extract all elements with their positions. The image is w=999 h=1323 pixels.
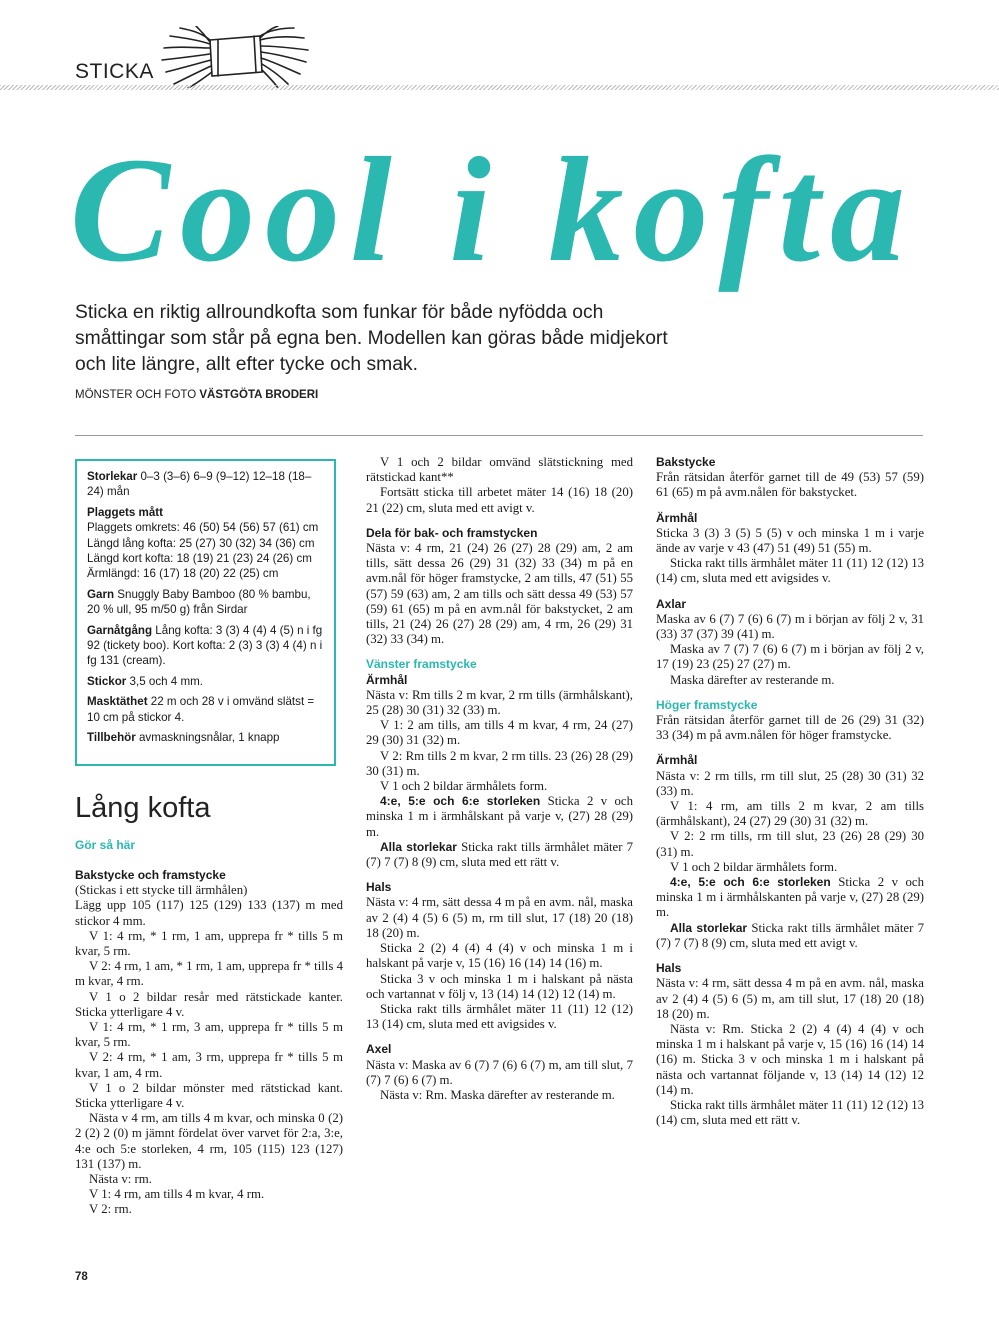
page-number: 78 [75,1271,88,1283]
col3-heading: Hals [656,961,682,976]
col2-line: Nästa v: Rm. Maska därefter av resterande m. [380,1087,615,1102]
col3-line: V 2: 2 rm tills, rm till slut, 23 (26) 28 (29) 30 (31) m. [656,829,924,859]
info-garn [87,587,324,618]
info-masktathet-label: Masktäthet [87,695,148,709]
section-label: STICKA [75,60,154,83]
col2-line [366,794,633,840]
section-heading: Lång kofta [75,792,211,824]
info-masktathet [87,694,324,725]
col2-line: V 1 och 2 bildar omvänd slätstickning med rätstickad kant** [366,455,633,485]
col2-text: Sticka 2 v och minska 1 m i ärmhålskant på varje v, (27) 28 (29) m. [366,794,634,839]
col1-line: V 1 o 2 bildar resår med rätstickade kanter. Sticka ytterligare 4 v. [75,989,343,1019]
credit-name: VÄSTGÖTA BRODERI [199,389,319,401]
col3-heading: Höger framstycke [656,697,758,712]
col2-line: V 1 och 2 bildar ärmhålets form. [380,779,548,794]
col2-heading: Ärmhål [366,672,408,687]
col1-line: V 2: rm. [89,1202,132,1217]
info-matt-line: Ärmlängd: 16 (17) 18 (20) 22 (25) cm [87,567,279,581]
col3-line: Maska av 6 (7) 7 (6) 6 (7) m i början av följ 2 v, 31 (33) 37 (37) 39 (41) m. [656,611,924,642]
col1-line: (Stickas i ett stycke till ärmhålen) [75,883,248,898]
col1-line: Lägg upp 105 (117) 125 (129) 133 (137) m med stickor 4 mm. [75,898,343,928]
info-matt-label: Plaggets mått [87,505,164,519]
col3-heading: Axlar [656,596,687,611]
info-stickor [87,674,324,689]
col3-line: Nästa v: 2 rm tills, rm till slut, 25 (28) 30 (31) 32 (33) m. [656,768,924,798]
info-storlekar [87,469,324,500]
col2-line: Sticka rakt tills ärmhålet mäter 11 (11) 12 (12) 13 (14) cm, sluta med ett avigsides v. [366,1001,633,1032]
intro-text: Sticka en riktig allroundkofta som funkar för både nyfödda och småttingar som står på egna ben. Modellen kan göras både midjekort och lite längre, allt efter tycke och smak. [75,302,668,375]
content-divider [75,435,923,436]
col3-line: Maska av 7 (7) 7 (6) 6 (7) m i början av följ 2 v, 17 (19) 23 (25) 27 (27) m. [656,642,924,672]
col2-line: V 1: 2 am tills, am tills 4 m kvar, 4 rm, 24 (27) 29 (30) 31 (32) m. [366,718,633,748]
col3-line: Nästa v: Rm. Sticka 2 (2) 4 (4) 4 (4) v och minska 1 m i halskant på varje v, 15 (16) 16 (14) 14 (16) m. Sticka 3 v och minska 1 m i halskant på nästa och vartannat följande v, 13 (14) 14 (12) 12 (14) m. [656,1021,924,1097]
info-tillbehor-value: avmaskningsnålar, 1 knapp [138,731,280,745]
col2-label: 4:e, 5:e och 6:e storleken [380,794,541,809]
col1-line: V 1: 4 rm, am tills 4 m kvar, 4 rm. [89,1187,265,1202]
col1-line: Nästa v 4 rm, am tills 4 m kvar, och minska 0 (2) 2 (2) 2 (0) m jämnt fördelat över varvet för 2:a, 3:e, 4:e och 5:e storleken, 4 rm, 105 (115) 123 (127) 131 (137) m. [75,1111,343,1171]
col2-heading: Hals [366,880,392,895]
col2-line: Fortsätt sticka till arbetet mäter 14 (16) 18 (20) 21 (22) cm, sluta med ett avigt v. [366,485,633,515]
col3-line: V 1: 4 rm, am tills 2 m kvar, 2 am tills (ärmhålskant), 24 (27) 29 (30) 31 (32) m. [656,799,924,829]
col3-line: V 1 och 2 bildar ärmhålets form. [670,859,838,874]
column-2 [366,455,633,1103]
col1-line: V 2: 4 rm, * 1 am, 3 rm, upprepa fr * tills 5 m kvar, 1 am, 4 rm. [75,1050,343,1080]
col3-line: Maska därefter av resterande m. [670,672,835,687]
info-tillbehor [87,730,324,745]
info-storlekar-label: Storlekar [87,470,138,483]
info-masktathet-value: 22 m och 28 v i omvänd slätst = 10 cm på stickor 4. [87,695,315,724]
col2-line: Nästa v: 4 rm, 21 (24) 26 (27) 28 (29) am, 2 am tills, sätt dessa 26 (29) 31 (32) 33 (34) m på en avm.nål för höger framstycke, 2 am tills, 47 (51) 55 (57) 59 (63) am, 2 am tills och sätt dessa 49 (53) 57 (59) 61 (65) m på en avm.nål för bakstycket, 2 am tills, 21 (24) 26 (27) 28 (29) am, 4 rm, 26 (29) 31 (32) 33 (34) m. [366,541,633,647]
col3-line: Från rätsidan återför garnet till de 49 (53) 57 (59) 61 (65) m på avm.nålen för bakstycket. [656,470,924,500]
info-garnatgang-label: Garnåtgång [87,623,153,637]
info-matt [87,505,324,582]
info-matt-line: Längd lång kofta: 25 (27) 30 (32) 34 (36) cm [87,536,315,550]
column-3 [656,455,924,1128]
col2-line: Nästa v: 4 rm, sätt dessa 4 m på en avm. nål, maska av 2 (4) 4 (5) 6 (5) m, rm till slut, 17 (18) 20 (18) 18 (20) m. [366,895,633,940]
col3-line: Från rätsidan återför garnet till de 26 (29) 31 (32) 33 (34) m på avm.nålen för höger framstycke. [656,713,924,743]
col3-label: Alla storlekar [670,920,748,935]
info-garn-label: Garn [87,587,115,601]
credit-label: MÖNSTER OCH FOTO [75,389,197,401]
yarn-skein-icon [160,26,310,88]
col3-line: Sticka rakt tills ärmhålet mäter 11 (11) 12 (12) 13 (14) cm, sluta med ett rätt v. [656,1097,924,1128]
col2-text: Sticka rakt tills ärmhålet mäter 7 (7) 7 (7) 8 (9) cm, sluta med ett rätt v. [366,839,634,870]
col2-heading: Dela för bak- och framstycken [366,525,538,540]
col2-line: Nästa v: Maska av 6 (7) 7 (6) 6 (7) m, am till slut, 7 (7) 7 (6) 6 (7) m. [366,1057,633,1087]
col1-heading: Bakstycke och framstycke [75,868,226,882]
title [60,110,940,320]
col3-line: Sticka 3 (3) 3 (5) 5 (5) v och minska 1 m i varje ände av varje v 43 (47) 51 (49) 51 (55) m. [656,525,924,556]
col1-line: V 1: 4 rm, * 1 rm, 1 am, upprepa fr * tills 5 m kvar, 5 rm. [75,928,343,959]
col1-line: V 1: 4 rm, * 1 rm, 3 am, upprepa fr * tills 5 m kvar, 5 rm. [75,1020,343,1050]
info-garn-value: Snuggly Baby Bamboo (80 % bambu, 20 % ull, 95 m/50 g) från Sirdar [87,587,311,617]
title-text: Cool i kofta [70,127,916,293]
col2-heading: Vänster framstycke [366,657,477,672]
col3-heading: Bakstycke [656,455,716,469]
col1-line: Nästa v: rm. [89,1172,152,1187]
col1-line: V 1 o 2 bildar mönster med rätstickad kant. Sticka ytterligare 4 v. [75,1080,343,1111]
column-1 [75,868,343,1218]
info-box [75,459,336,766]
col3-label: 4:e, 5:e och 6:e storleken [670,875,831,890]
info-stickor-label: Stickor [87,674,127,688]
info-garnatgang [87,623,324,669]
col3-heading: Ärmhål [656,753,698,768]
info-storlekar-value: 0–3 (3–6) 6–9 (9–12) 12–18 (18–24) mån [87,470,312,499]
info-matt-line: Plaggets omkrets: 46 (50) 54 (56) 57 (61) cm [87,521,319,535]
col1-line: V 2: 4 rm, 1 am, * 1 rm, 1 am, upprepa fr * tills 4 m kvar, 4 rm. [75,959,343,989]
info-tillbehor-label: Tillbehör [87,731,136,745]
col3-line [656,921,924,951]
col2-line: V 2: Rm tills 2 m kvar, 2 rm tills. 23 (26) 28 (29) 30 (31) m. [366,748,633,778]
col2-line [366,840,633,870]
col3-line [656,875,924,921]
credit-line [75,389,318,401]
col2-label: Alla storlekar [380,839,457,854]
col3-heading: Ärmhål [656,510,698,525]
info-stickor-value: 3,5 och 4 mm. [129,674,204,688]
col2-line: Sticka 3 v och minska 1 m i halskant på nästa och vartannat v följ v, 13 (14) 14 (12) 12 (14) m. [366,971,633,1001]
col2-line: Nästa v: Rm tills 2 m kvar, 2 rm tills (ärmhålskant), 25 (28) 30 (31) 32 (33) m. [366,687,633,718]
header-divider [0,85,999,90]
info-matt-line: Längd kort kofta: 18 (19) 21 (23) 24 (26) cm [87,552,312,566]
col2-line: Sticka 2 (2) 4 (4) 4 (4) v och minska 1 m i halskant på varje v, 15 (16) 16 (14) 14 (16) m. [366,941,633,971]
subheading: Gör så här [75,838,136,852]
col3-text: Sticka 2 v och minska 1 m i ärmhålskanten på varje v, (27) 28 (29) m. [656,875,925,920]
col3-line: Nästa v: 4 rm, sätt dessa 4 m på en avm. nål, maska av 2 (4) 4 (5) 6 (5) m, am till slut, 17 (18) 20 (18) 18 (20) m. [656,976,924,1021]
info-garnatgang-value: Lång kofta: 3 (3) 4 (4) 4 (5) n i fg 92 (tickety boo). Kort kofta: 2 (3) 3 (3) 4 (4) n i fg 131 (cream). [87,623,323,668]
col2-heading: Axel [366,1042,392,1057]
col3-text: Sticka rakt tills ärmhålet mäter 7 (7) 7 (7) 8 (9) cm, sluta med ett avigt v. [656,920,924,950]
col3-line: Sticka rakt tills ärmhålet mäter 11 (11) 12 (12) 13 (14) cm, sluta med ett avigsides v. [656,556,924,586]
